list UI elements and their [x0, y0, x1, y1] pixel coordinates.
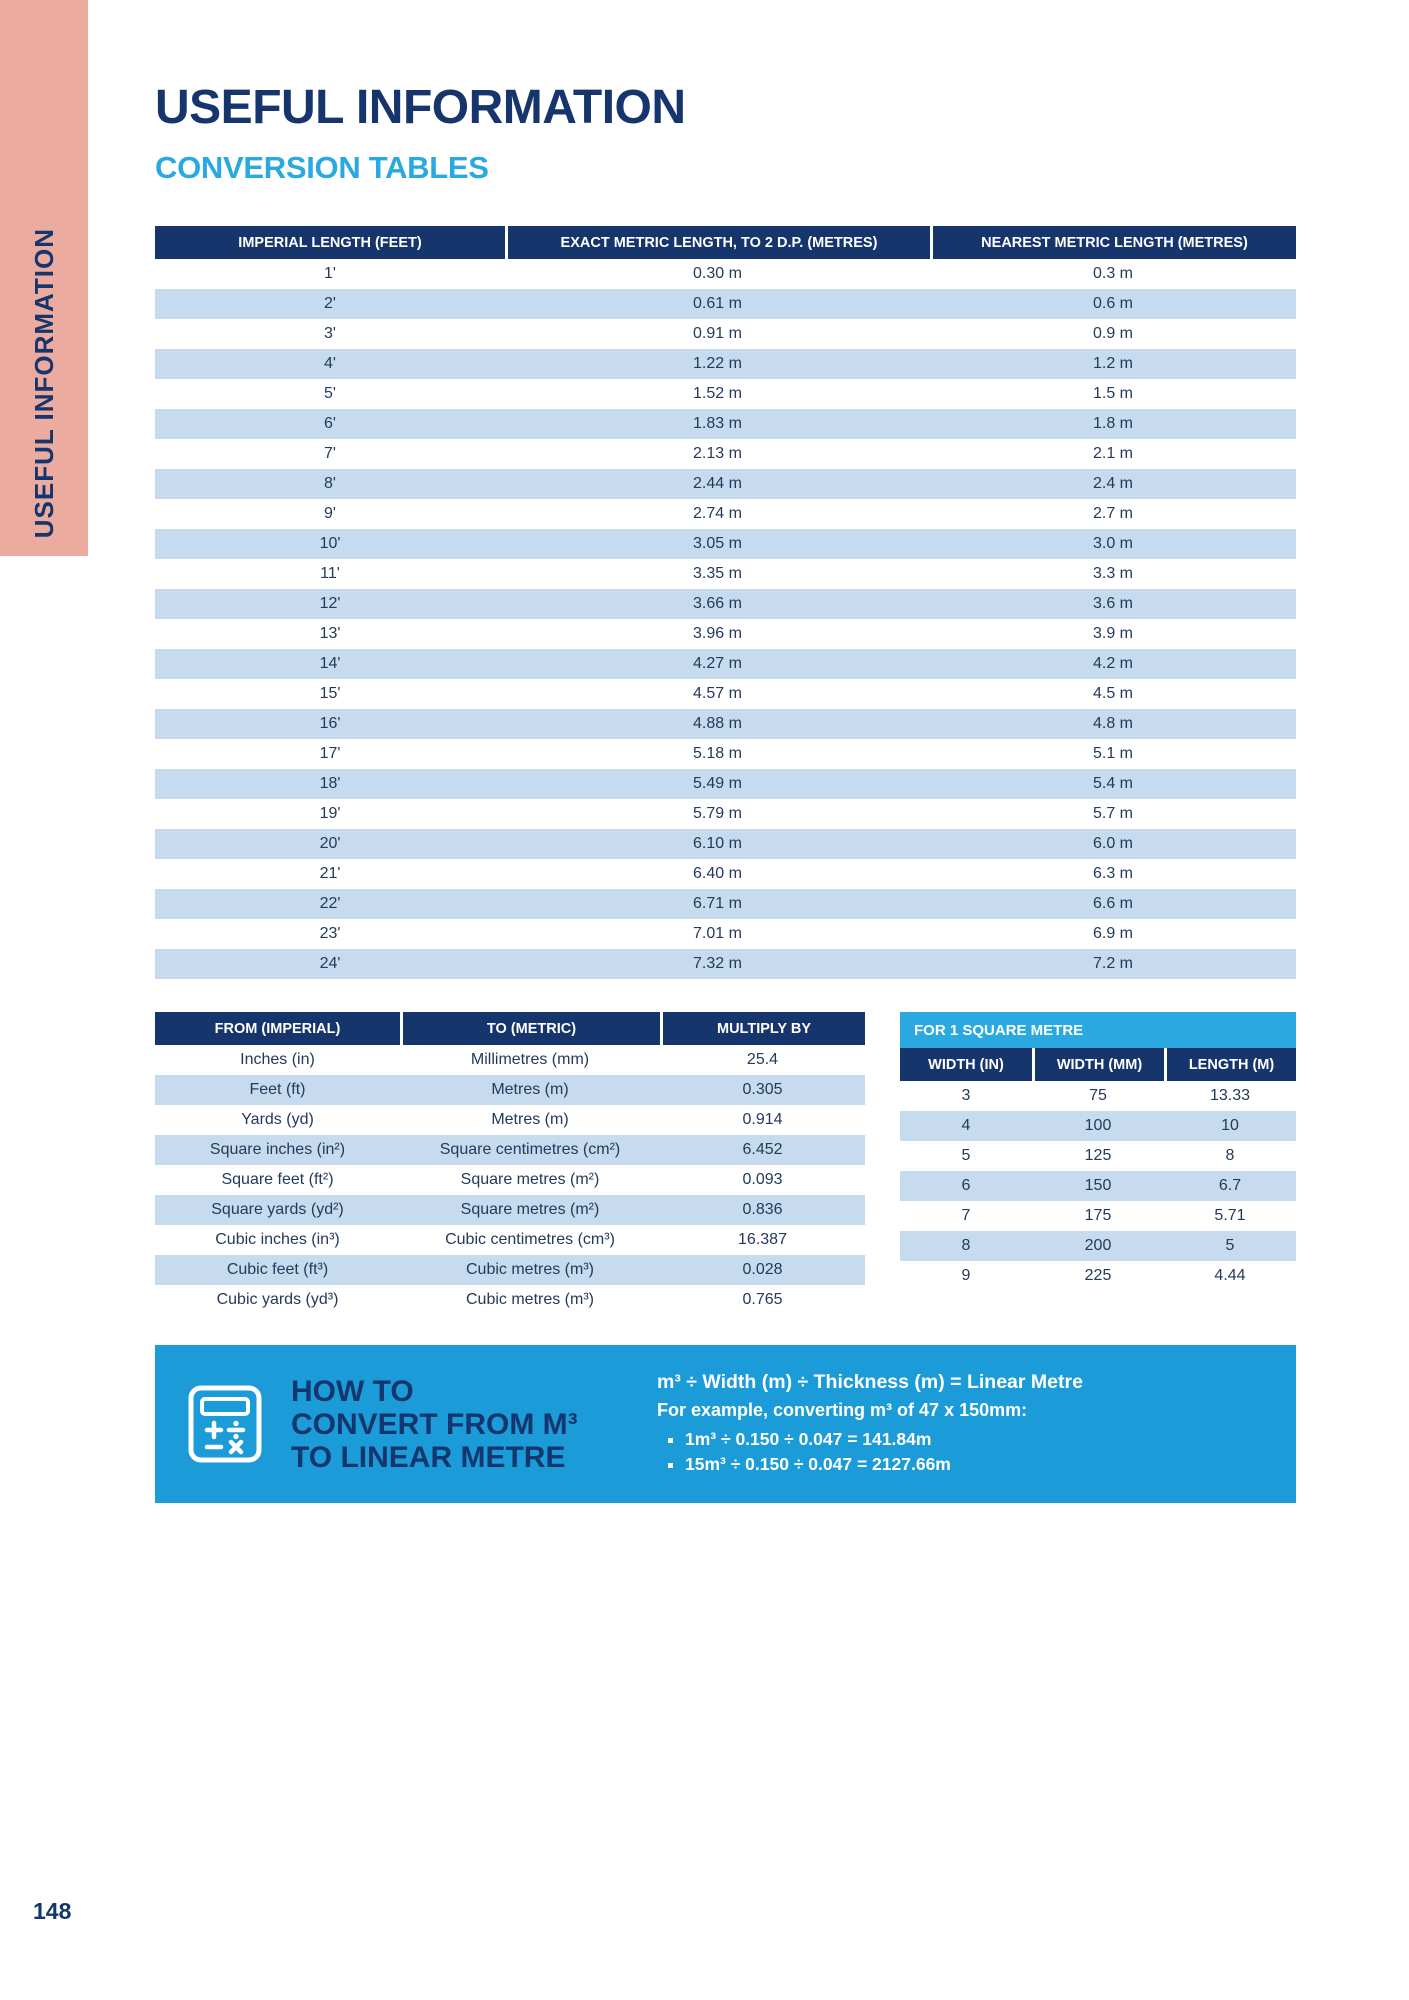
table-cell: 5'	[155, 379, 505, 409]
column-header: LENGTH (M)	[1164, 1048, 1296, 1081]
banner-example-intro: For example, converting m³ of 47 x 150mm:	[657, 1399, 1028, 1420]
table-cell: Cubic inches (in³)	[155, 1225, 400, 1255]
table-cell: Yards (yd)	[155, 1105, 400, 1135]
table-cell: 7.32 m	[505, 949, 930, 979]
table-cell: 1.22 m	[505, 349, 930, 379]
banner-heading-line: CONVERT FROM M³	[291, 1407, 578, 1441]
table-cell: 4.88 m	[505, 709, 930, 739]
column-header: NEAREST METRIC LENGTH (METRES)	[930, 226, 1296, 259]
table-cell: Metres (m)	[400, 1075, 660, 1105]
table-cell: 4	[900, 1111, 1032, 1141]
table-cell: 17'	[155, 739, 505, 769]
table-cell: Square metres (m²)	[400, 1195, 660, 1225]
table-cell: 5.4 m	[930, 769, 1296, 799]
banner-text-block	[657, 1371, 1270, 1478]
table-cell: 5.1 m	[930, 739, 1296, 769]
table-cell: 5.71	[1164, 1201, 1296, 1231]
multiply-by-table	[155, 1012, 865, 1315]
table-cell: 18'	[155, 769, 505, 799]
sidebar-label: USEFUL INFORMATION	[28, 227, 59, 538]
table-cell: 0.305	[660, 1075, 865, 1105]
table-cell: Cubic metres (m³)	[400, 1285, 660, 1315]
table-cell: 4.2 m	[930, 649, 1296, 679]
table-cell: 16'	[155, 709, 505, 739]
example-item: ▪ 1m³ ÷ 0.150 ÷ 0.047 = 141.84m	[685, 1427, 1270, 1452]
table-cell: 6.6 m	[930, 889, 1296, 919]
table-cell: 3.66 m	[505, 589, 930, 619]
table-cell: 5	[900, 1141, 1032, 1171]
table-cell: 2.44 m	[505, 469, 930, 499]
banner-heading-line: TO LINEAR METRE	[291, 1440, 566, 1474]
table-cell: 2.1 m	[930, 439, 1296, 469]
table-cell: 15'	[155, 679, 505, 709]
table-cell: 9	[900, 1261, 1032, 1291]
column-header: FROM (IMPERIAL)	[155, 1012, 400, 1045]
table-cell: 6.9 m	[930, 919, 1296, 949]
table-cell: 4.57 m	[505, 679, 930, 709]
table-cell: 5.18 m	[505, 739, 930, 769]
table-cell: Cubic feet (ft³)	[155, 1255, 400, 1285]
page-title: USEFUL INFORMATION	[155, 81, 686, 134]
imperial-length-table	[155, 226, 1296, 979]
table-cell: 3	[900, 1081, 1032, 1111]
table-cell: 0.30 m	[505, 259, 930, 289]
page-number: 148	[33, 1898, 72, 1924]
table-cell: 1'	[155, 259, 505, 289]
table-cell: 20'	[155, 829, 505, 859]
table-cell: 6.10 m	[505, 829, 930, 859]
table-cell: 13'	[155, 619, 505, 649]
table-cell: 150	[1032, 1171, 1164, 1201]
table-cell: Square metres (m²)	[400, 1165, 660, 1195]
table-cell: 8	[900, 1231, 1032, 1261]
table-cell: 175	[1032, 1201, 1164, 1231]
column-header: MULTIPLY BY	[660, 1012, 865, 1045]
table-cell: 3.05 m	[505, 529, 930, 559]
table-cell: 0.836	[660, 1195, 865, 1225]
table-cell: 5.7 m	[930, 799, 1296, 829]
table-cell: 3.3 m	[930, 559, 1296, 589]
table-cell: 0.3 m	[930, 259, 1296, 289]
table-cell: 1.5 m	[930, 379, 1296, 409]
table-cell: 3.9 m	[930, 619, 1296, 649]
column-header: IMPERIAL LENGTH (FEET)	[155, 226, 505, 259]
example-item: ▪ 15m³ ÷ 0.150 ÷ 0.047 = 2127.66m	[685, 1452, 1270, 1477]
table-cell: Millimetres (mm)	[400, 1045, 660, 1075]
column-header: WIDTH (IN)	[900, 1048, 1032, 1081]
table-cell: 1.52 m	[505, 379, 930, 409]
table-cell: 23'	[155, 919, 505, 949]
table-cell: 0.914	[660, 1105, 865, 1135]
table-cell: 9'	[155, 499, 505, 529]
table-cell: 0.028	[660, 1255, 865, 1285]
table-cell: 10'	[155, 529, 505, 559]
table-cell: 75	[1032, 1081, 1164, 1111]
square-metre-table	[900, 1012, 1296, 1291]
table-cell: 19'	[155, 799, 505, 829]
banner-heading	[291, 1375, 631, 1474]
table-cell: Square yards (yd²)	[155, 1195, 400, 1225]
table-cell: 10	[1164, 1111, 1296, 1141]
table-cell: 4'	[155, 349, 505, 379]
calculator-icon	[185, 1384, 265, 1464]
table-cell: Metres (m)	[400, 1105, 660, 1135]
table-cell: 3'	[155, 319, 505, 349]
table-cell: Square centimetres (cm²)	[400, 1135, 660, 1165]
table-cell: 2.4 m	[930, 469, 1296, 499]
table-cell: Cubic yards (yd³)	[155, 1285, 400, 1315]
table-cell: 5.49 m	[505, 769, 930, 799]
square-metre-table-title: FOR 1 SQUARE METRE	[900, 1012, 1296, 1048]
table-cell: 22'	[155, 889, 505, 919]
table-cell: 7	[900, 1201, 1032, 1231]
table-cell: 125	[1032, 1141, 1164, 1171]
column-header: EXACT METRIC LENGTH, TO 2 D.P. (METRES)	[505, 226, 930, 259]
table-cell: 4.27 m	[505, 649, 930, 679]
table-cell: 1.2 m	[930, 349, 1296, 379]
table-cell: 2.74 m	[505, 499, 930, 529]
table-cell: 3.35 m	[505, 559, 930, 589]
page-subtitle: CONVERSION TABLES	[155, 150, 489, 185]
table-cell: 8'	[155, 469, 505, 499]
table-cell: 6	[900, 1171, 1032, 1201]
table-cell: 6.7	[1164, 1171, 1296, 1201]
table-cell: Inches (in)	[155, 1045, 400, 1075]
table-cell: 12'	[155, 589, 505, 619]
table-cell: Square feet (ft²)	[155, 1165, 400, 1195]
table-cell: 6.3 m	[930, 859, 1296, 889]
table-cell: 6'	[155, 409, 505, 439]
table-cell: 4.8 m	[930, 709, 1296, 739]
sidebar-tab	[0, 0, 88, 556]
table-cell: 7.01 m	[505, 919, 930, 949]
table-cell: Cubic centimetres (cm³)	[400, 1225, 660, 1255]
table-cell: 16.387	[660, 1225, 865, 1255]
table-cell: 3.0 m	[930, 529, 1296, 559]
table-cell: 2.13 m	[505, 439, 930, 469]
table-cell: 21'	[155, 859, 505, 889]
table-cell: 13.33	[1164, 1081, 1296, 1111]
column-header: TO (METRIC)	[400, 1012, 660, 1045]
table-cell: 225	[1032, 1261, 1164, 1291]
table-cell: 3.6 m	[930, 589, 1296, 619]
table-cell: 1.8 m	[930, 409, 1296, 439]
table-cell: 0.093	[660, 1165, 865, 1195]
table-cell: 2.7 m	[930, 499, 1296, 529]
table-cell: 0.6 m	[930, 289, 1296, 319]
table-cell: 5.79 m	[505, 799, 930, 829]
table-cell: 0.9 m	[930, 319, 1296, 349]
column-header: WIDTH (MM)	[1032, 1048, 1164, 1081]
table-cell: 7'	[155, 439, 505, 469]
table-cell: 8	[1164, 1141, 1296, 1171]
table-cell: 100	[1032, 1111, 1164, 1141]
table-cell: 1.83 m	[505, 409, 930, 439]
table-cell: 3.96 m	[505, 619, 930, 649]
table-cell: 6.0 m	[930, 829, 1296, 859]
table-cell: 25.4	[660, 1045, 865, 1075]
table-cell: 4.5 m	[930, 679, 1296, 709]
table-cell: Cubic metres (m³)	[400, 1255, 660, 1285]
table-cell: 4.44	[1164, 1261, 1296, 1291]
table-cell: 6.40 m	[505, 859, 930, 889]
table-cell: 6.71 m	[505, 889, 930, 919]
table-cell: 0.61 m	[505, 289, 930, 319]
table-cell: 0.91 m	[505, 319, 930, 349]
table-cell: 7.2 m	[930, 949, 1296, 979]
table-cell: Feet (ft)	[155, 1075, 400, 1105]
table-cell: 200	[1032, 1231, 1164, 1261]
table-cell: 5	[1164, 1231, 1296, 1261]
table-cell: 14'	[155, 649, 505, 679]
banner-examples-list	[657, 1427, 1270, 1478]
table-cell: 0.765	[660, 1285, 865, 1315]
table-cell: 11'	[155, 559, 505, 589]
square-metre-table-grid	[900, 1048, 1296, 1291]
banner-formula: m³ ÷ Width (m) ÷ Thickness (m) = Linear Metre	[657, 1370, 1083, 1393]
banner-heading-line: HOW TO	[291, 1374, 414, 1408]
howto-banner	[155, 1345, 1296, 1503]
table-cell: 24'	[155, 949, 505, 979]
table-cell: 6.452	[660, 1135, 865, 1165]
table-cell: 2'	[155, 289, 505, 319]
table-cell: Square inches (in²)	[155, 1135, 400, 1165]
